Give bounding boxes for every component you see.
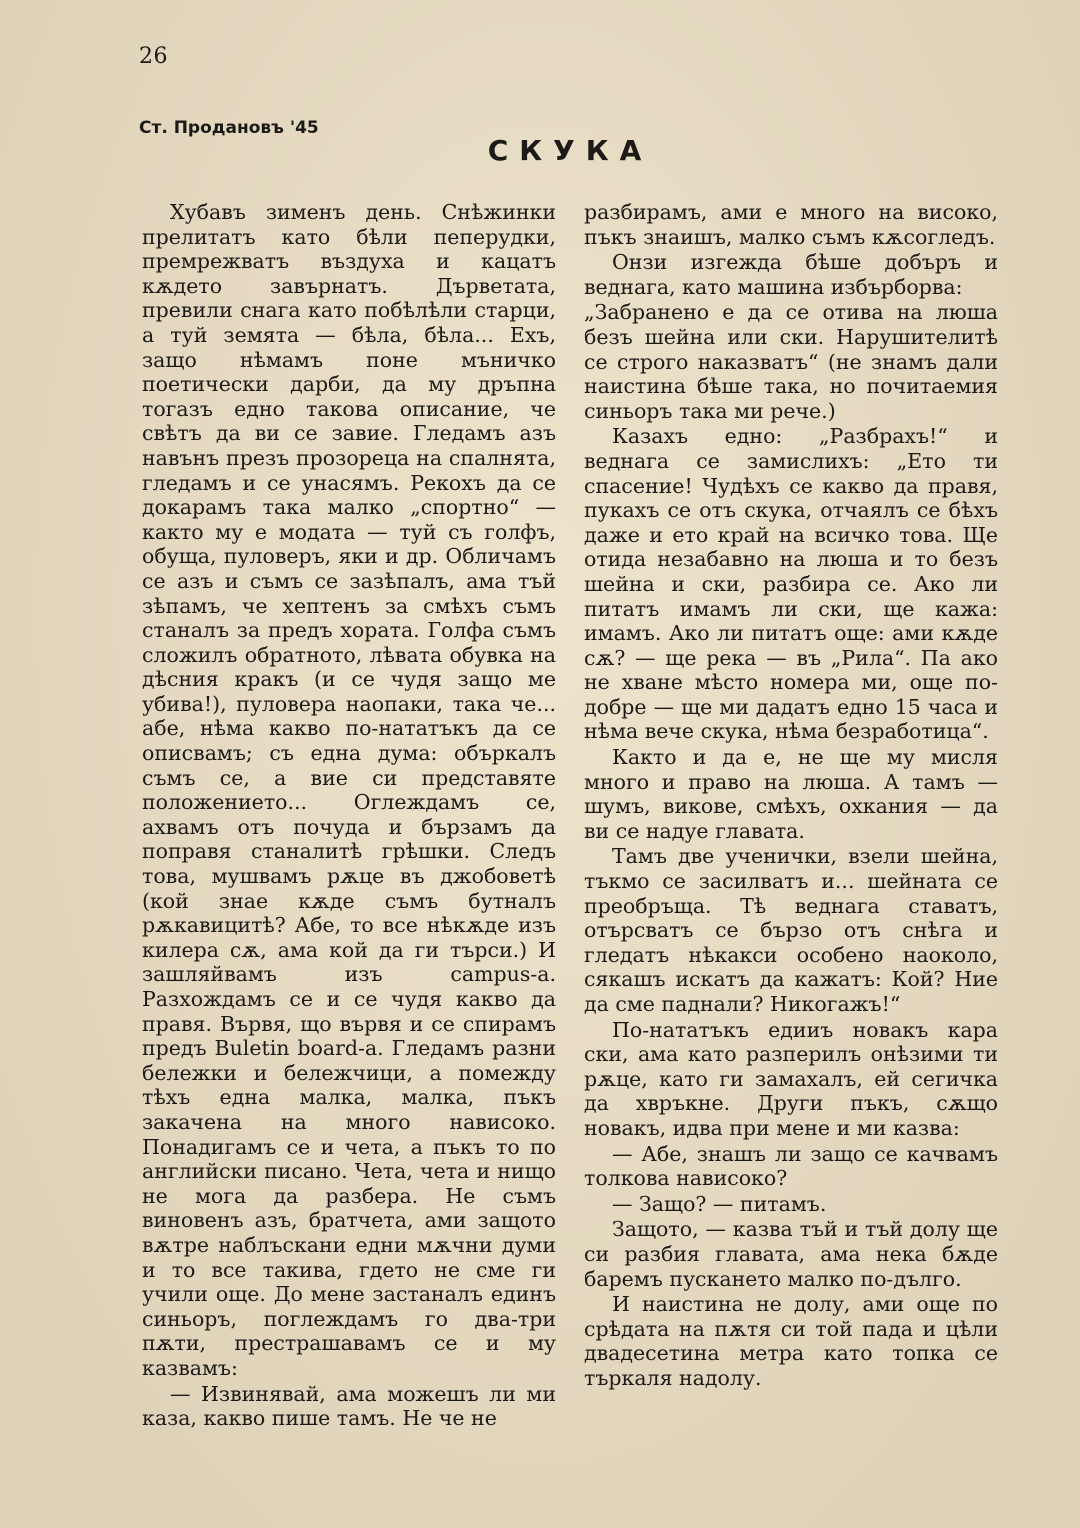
paragraph: — Абе, знашъ ли защо се качвамъ толкова нависоко? [584,1141,998,1191]
paragraph: Казахъ едно: „Разбрахъ!“ и веднага се замислихъ: „Ето ти спасение! Чудѣхъ се какво да правя, пукахъ се отъ скука, отчаялъ се бѣхъ даже и ето край на всичко това. Ще отида незабавно на люша и то безъ шейна и ски, разбира се. Ако ли питатъ имамъ ли ски, ще кажа: имамъ. Ако ли питатъ още: ами кѫде сѫ? — ще река — въ „Рила“. Па ако не хване мѣсто номера ми, още по-добре — ще ми дадатъ едно 15 часа и нѣма вече скука, нѣма безработица“. [584,424,998,744]
paragraph: Тамъ две ученички, взели шейна, тъкмо се засилватъ и... шейната се преобръща. Тѣ веднага ставатъ, отърсватъ се бързо отъ снѣга и гледатъ нѣкакси особено наоколо, сякашъ искатъ да кажатъ: Кой? Ние да сме паднали? Никогажъ!“ [584,844,998,1016]
paragraph: Както и да е, не ще му мисля много и право на люша. А тамъ — шумъ, викове, смѣхъ, охкания — да ви се надуе главата. [584,745,998,843]
paragraph: По-нататъкъ едииъ новакъ кара ски, ама като разперилъ онѣзими ти рѫце, като ги замахалъ, ей сегичка да хвръкне. Други пъкъ, сѫщо новакъ, идва при мене и ми казва: [584,1017,998,1140]
text-column-right [584,200,998,1392]
author-byline: Ст. Продановъ '45 [139,118,319,138]
paragraph: — Извинявай, ама можешъ ли ми каза, какво пише тамъ. Не че не [142,1381,556,1431]
paragraph: разбирамъ, ами е много на високо, пъкъ знаишъ, малко съмъ кѫсогледъ. [584,200,998,249]
text-column-left [142,200,556,1432]
paragraph: „Забранено е да се отива на люша безъ шейна или ски. Нарушителитѣ се строго наказватъ“ (не знамъ дали наистина бѣше така, но почитаемия синьоръ така ми рече.) [584,300,998,423]
page-number: 26 [139,44,168,69]
paragraph: Хубавъ зименъ день. Снѣжинки прелитатъ като бѣли пеперудки, премрежватъ въздуха и кацатъ кѫдето завърнатъ. Дърветата, превили снага като побѣлѣли старци, а туй земята — бѣла, бѣла... Ехъ, защо нѣмамъ поне мъничко поетически дарби, да му дръпна тогазъ едно такова описание, че свѣтъ да ви се завие. Гледамъ азъ навънъ презъ прозореца на спалнята, гледамъ и се унасямъ. Рекохъ да се докарамъ така малко „спортно“ — както му е модата — туй съ голфъ, обуща, пуловеръ, яки и др. Обличамъ се азъ и съмъ се зазѣпалъ, ама тъй зѣпамъ, че хептенъ за смѣхъ съмъ станалъ за предъ хората. Голфа съмъ сложилъ обратното, лѣвата обувка на дѣсния кракъ (и се чудя защо ме убива!), пуловера наопаки, така че... абе, нѣма какво по-нататъкъ да се описвамъ; съ една дума: объркалъ съмъ се, а вие си представяте положението... Оглеждамъ се, ахвамъ отъ почуда и бързамъ да поправя станалитѣ грѣшки. Следъ това, мушвамъ рѫце въ джобоветѣ (кой знае кѫде съмъ бутналъ рѫкавицитѣ? Абе, то все нѣкѫде изъ килера сѫ, ама кой да ги търси.) И зашляйвамъ изъ campus-а. Разхождамъ се и се чудя какво да правя. Вървя, що вървя и се спирамъ предъ Buletin board-а. Гледамъ разни бележки и бележчици, а помежду тѣхъ една малка, малка, пъкъ закачена на много нависоко. Понадигамъ се и чета, а пъкъ то по английски писано. Чета, чета и нищо не мога да разбера. Не съмъ виновенъ азъ, братчета, ами защото вѫтре наблъскани едни мѫчни думи и то все такива, гдето не сме ги учили още. До мене застаналъ единъ синьоръ, поглеждамъ го два-три пѫти, престрашавамъ се и му казвамъ: [142,200,556,1380]
paragraph: И наистина не долу, ами още по срѣдата на пѫтя си той пада и цѣли двадесетина метра като топка се търкаля надолу. [584,1292,998,1390]
article-title: СКУКА [487,134,653,167]
paragraph: Защото, — казва тъй и тъй долу ще си разбия главата, ама нека бѫде баремъ пускането малко по-дълго. [584,1217,998,1291]
paragraph: — Защо? — питамъ. [612,1191,827,1216]
paragraph: Онзи изгежда бѣше добъръ и веднага, като машина избърборва: [584,250,998,299]
